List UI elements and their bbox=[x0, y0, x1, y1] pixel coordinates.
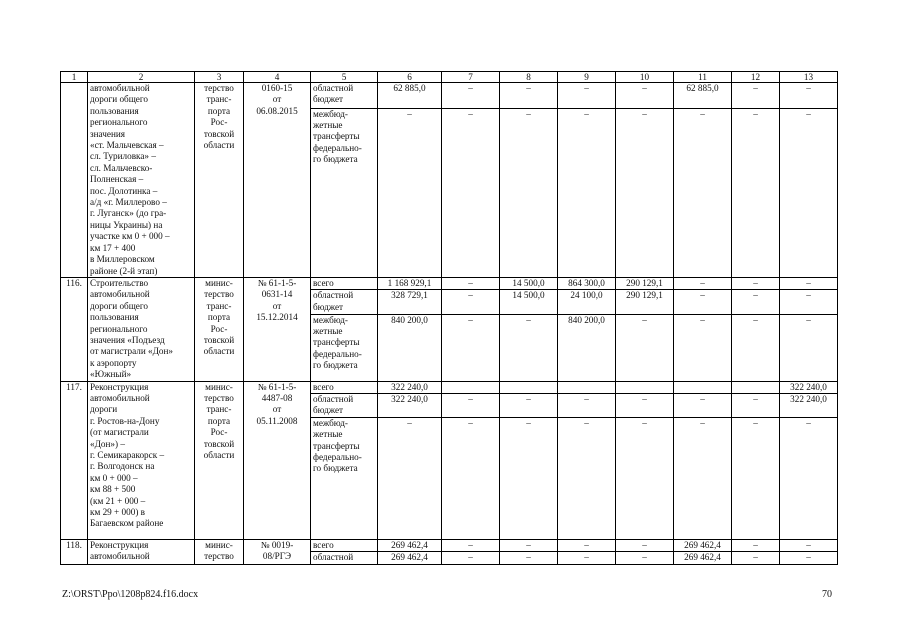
value-cell: 322 240,0 bbox=[780, 393, 838, 417]
value-cell: 290 129,1 bbox=[616, 277, 674, 290]
value-cell: – bbox=[674, 417, 732, 539]
value-cell: – bbox=[442, 277, 500, 290]
value-cell: – bbox=[378, 417, 442, 539]
value-cell: – bbox=[732, 393, 780, 417]
value-cell bbox=[616, 381, 674, 393]
value-cell: – bbox=[500, 393, 558, 417]
header-cell: 7 bbox=[442, 72, 500, 83]
header-cell: 12 bbox=[732, 72, 780, 83]
value-cell: 290 129,1 bbox=[616, 290, 674, 314]
value-cell: – bbox=[674, 314, 732, 381]
value-cell: 269 462,4 bbox=[674, 552, 732, 564]
project-doc: № 0019- 08/РГЭ bbox=[244, 539, 311, 564]
value-cell bbox=[732, 381, 780, 393]
value-cell: – bbox=[732, 539, 780, 551]
value-cell: 24 100,0 bbox=[558, 290, 616, 314]
value-cell: 269 462,4 bbox=[378, 539, 442, 551]
customer-org: минис- терство транс- порта Рос- товской области bbox=[195, 381, 244, 539]
value-cell: – bbox=[732, 277, 780, 290]
value-cell: – bbox=[500, 314, 558, 381]
value-cell: 322 240,0 bbox=[780, 381, 838, 393]
header-row bbox=[61, 72, 838, 83]
table-row bbox=[61, 381, 838, 393]
value-cell: – bbox=[558, 539, 616, 551]
value-cell: – bbox=[558, 417, 616, 539]
value-cell: – bbox=[674, 108, 732, 277]
value-cell: – bbox=[616, 393, 674, 417]
value-cell bbox=[674, 381, 732, 393]
value-cell: – bbox=[732, 552, 780, 564]
header-cell: 4 bbox=[244, 72, 311, 83]
value-cell: – bbox=[442, 393, 500, 417]
value-cell: 269 462,4 bbox=[674, 539, 732, 551]
value-cell: 322 240,0 bbox=[378, 393, 442, 417]
value-cell: 14 500,0 bbox=[500, 277, 558, 290]
funding-source: всего bbox=[311, 277, 378, 290]
value-cell: – bbox=[558, 552, 616, 564]
table-row bbox=[61, 539, 838, 551]
value-cell: – bbox=[780, 290, 838, 314]
value-cell: – bbox=[558, 83, 616, 109]
funding-source: областной bbox=[311, 552, 378, 564]
table-row bbox=[61, 83, 838, 109]
value-cell: – bbox=[674, 277, 732, 290]
row-number: 116. bbox=[61, 277, 88, 381]
header-cell: 9 bbox=[558, 72, 616, 83]
value-cell: – bbox=[378, 108, 442, 277]
object-name: автомобильной дороги общего пользования регионального значения «ст. Мальчевская – сл. Туриловка» – сл. Мальчевско- Полненская – пос. Долотинка – а/д «г. Миллерово – г. Луганск» (до гра- ницы Украины) на участке км 0 + 000 – км 17 + 400 в Миллеровском районе (2-й этап) bbox=[88, 83, 195, 278]
value-cell: – bbox=[442, 539, 500, 551]
value-cell: – bbox=[558, 393, 616, 417]
value-cell: – bbox=[616, 539, 674, 551]
value-cell: – bbox=[500, 552, 558, 564]
value-cell: – bbox=[616, 552, 674, 564]
row-number: 117. bbox=[61, 381, 88, 539]
header-cell: 3 bbox=[195, 72, 244, 83]
value-cell: – bbox=[780, 277, 838, 290]
value-cell: – bbox=[442, 108, 500, 277]
value-cell bbox=[500, 381, 558, 393]
value-cell: – bbox=[616, 83, 674, 109]
header-cell: 5 bbox=[311, 72, 378, 83]
value-cell: 840 200,0 bbox=[378, 314, 442, 381]
value-cell: – bbox=[732, 290, 780, 314]
header-cell: 13 bbox=[780, 72, 838, 83]
value-cell: – bbox=[732, 417, 780, 539]
funding-source: всего bbox=[311, 381, 378, 393]
value-cell: – bbox=[780, 83, 838, 109]
value-cell: 62 885,0 bbox=[674, 83, 732, 109]
value-cell: – bbox=[500, 108, 558, 277]
value-cell: – bbox=[780, 314, 838, 381]
budget-table bbox=[60, 71, 838, 565]
value-cell: – bbox=[442, 290, 500, 314]
customer-org: терство транс- порта Рос- товской области bbox=[195, 83, 244, 278]
header-cell: 10 bbox=[616, 72, 674, 83]
value-cell: – bbox=[558, 108, 616, 277]
value-cell: 14 500,0 bbox=[500, 290, 558, 314]
value-cell: – bbox=[732, 108, 780, 277]
value-cell: – bbox=[500, 417, 558, 539]
value-cell: – bbox=[780, 552, 838, 564]
value-cell: – bbox=[442, 417, 500, 539]
object-name: Строительство автомобильной дороги общего пользования регионального значения «Подъезд от магистрали «Дон» к аэропорту «Южный» bbox=[88, 277, 195, 381]
value-cell: – bbox=[442, 314, 500, 381]
value-cell: – bbox=[780, 539, 838, 551]
header-cell: 6 bbox=[378, 72, 442, 83]
header-cell: 1 bbox=[61, 72, 88, 83]
object-name: Реконструкция автомобильной дороги г. Ростов-на-Дону (от магистрали «Дон») – г. Семикаракорск – г. Волгодонск на км 0 + 000 – км 88 + 500 (км 21 + 000 – км 29 + 000) в Багаевском районе bbox=[88, 381, 195, 539]
value-cell: – bbox=[732, 314, 780, 381]
value-cell: – bbox=[500, 539, 558, 551]
value-cell: 322 240,0 bbox=[378, 381, 442, 393]
value-cell: – bbox=[442, 83, 500, 109]
header-cell: 2 bbox=[88, 72, 195, 83]
project-doc: 0160-15 от 06.08.2015 bbox=[244, 83, 311, 278]
project-doc: № 61-1-5- 0631-14 от 15.12.2014 bbox=[244, 277, 311, 381]
page-number: 70 bbox=[822, 589, 832, 600]
funding-source: межбюд- жетные трансферты федерально- го бюджета bbox=[311, 417, 378, 539]
value-cell: – bbox=[442, 552, 500, 564]
table-row bbox=[61, 277, 838, 290]
row-number bbox=[61, 83, 88, 278]
funding-source: областной бюджет bbox=[311, 393, 378, 417]
header-cell: 8 bbox=[500, 72, 558, 83]
value-cell: 269 462,4 bbox=[378, 552, 442, 564]
project-doc: № 61-1-5- 4487-08 от 05.11.2008 bbox=[244, 381, 311, 539]
customer-org: минис- терство bbox=[195, 539, 244, 564]
value-cell: – bbox=[732, 83, 780, 109]
value-cell: – bbox=[500, 83, 558, 109]
value-cell: 840 200,0 bbox=[558, 314, 616, 381]
value-cell: 1 168 929,1 bbox=[378, 277, 442, 290]
funding-source: межбюд- жетные трансферты федерально- го бюджета bbox=[311, 108, 378, 277]
object-name: Реконструкция автомобильной bbox=[88, 539, 195, 564]
value-cell: 62 885,0 bbox=[378, 83, 442, 109]
value-cell: 328 729,1 bbox=[378, 290, 442, 314]
file-path: Z:\ORST\Ppo\1208p824.f16.docx bbox=[62, 589, 199, 600]
value-cell: 864 300,0 bbox=[558, 277, 616, 290]
value-cell: – bbox=[780, 108, 838, 277]
value-cell: – bbox=[616, 314, 674, 381]
value-cell bbox=[558, 381, 616, 393]
funding-source: областной бюджет bbox=[311, 290, 378, 314]
value-cell: – bbox=[674, 393, 732, 417]
value-cell: – bbox=[616, 108, 674, 277]
funding-source: межбюд- жетные трансферты федерально- го бюджета bbox=[311, 314, 378, 381]
value-cell: – bbox=[780, 417, 838, 539]
funding-source: областной бюджет bbox=[311, 83, 378, 109]
customer-org: минис- терство транс- порта Рос- товской области bbox=[195, 277, 244, 381]
header-cell: 11 bbox=[674, 72, 732, 83]
value-cell: – bbox=[616, 417, 674, 539]
value-cell: – bbox=[674, 290, 732, 314]
funding-source: всего bbox=[311, 539, 378, 551]
value-cell bbox=[442, 381, 500, 393]
row-number: 118. bbox=[61, 539, 88, 564]
